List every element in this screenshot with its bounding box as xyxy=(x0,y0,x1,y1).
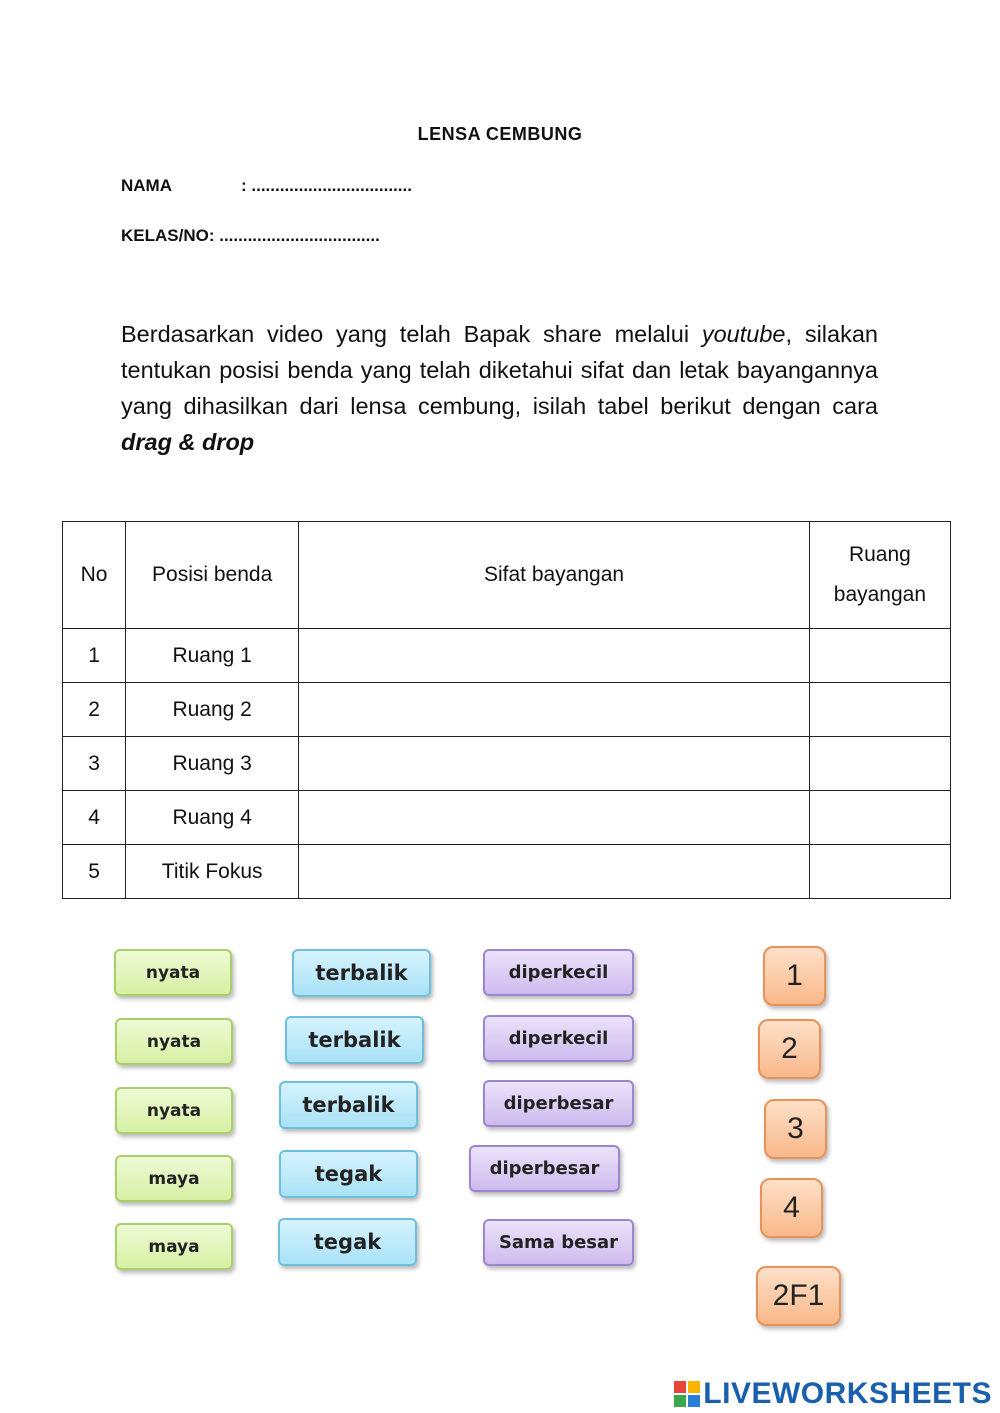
header-no: No xyxy=(63,522,126,629)
drop-zone-ruang[interactable] xyxy=(809,683,950,737)
logo-square-e xyxy=(688,1395,700,1407)
chip-terbalik[interactable]: terbalik xyxy=(279,1081,418,1129)
chip-diperkecil[interactable]: diperkecil xyxy=(483,1015,634,1062)
drop-zone-ruang[interactable] xyxy=(809,629,950,683)
chip-2f1[interactable]: 2F1 xyxy=(756,1266,841,1326)
row-posisi: Ruang 4 xyxy=(126,791,299,845)
drop-zone-sifat[interactable] xyxy=(299,845,810,899)
chip-nyata[interactable]: nyata xyxy=(115,1087,233,1134)
worksheet-title: LENSA CEMBUNG xyxy=(417,124,583,144)
chip-tegak[interactable]: tegak xyxy=(278,1218,417,1266)
row-no: 3 xyxy=(63,737,126,791)
answer-table xyxy=(62,521,951,899)
table-row xyxy=(63,845,951,899)
name-blank: : .................................. xyxy=(241,176,412,195)
chip-ruang-1[interactable]: 1 xyxy=(763,946,826,1006)
drop-zone-sifat[interactable] xyxy=(299,683,810,737)
name-field xyxy=(121,176,412,196)
chip-nyata[interactable]: nyata xyxy=(115,1018,233,1065)
drop-zone-ruang[interactable] xyxy=(809,845,950,899)
header-sifat: Sifat bayangan xyxy=(299,522,810,629)
logo-square-v xyxy=(674,1395,686,1407)
liveworksheets-logo xyxy=(674,1377,992,1411)
table-row xyxy=(63,683,951,737)
chip-diperbesar[interactable]: diperbesar xyxy=(483,1080,634,1127)
chip-maya[interactable]: maya xyxy=(115,1155,233,1202)
header-ruang-line2: bayangan xyxy=(833,583,927,606)
table-header-row xyxy=(63,522,951,629)
drop-zone-sifat[interactable] xyxy=(299,791,810,845)
instructions-paragraph xyxy=(121,316,878,460)
header-ruang xyxy=(809,522,950,629)
logo-square-l xyxy=(674,1381,686,1393)
instructions-text-1: Berdasarkan video yang telah Bapak share melalui xyxy=(121,321,702,347)
drop-zone-sifat[interactable] xyxy=(299,737,810,791)
row-no: 5 xyxy=(63,845,126,899)
drop-zone-sifat[interactable] xyxy=(299,629,810,683)
row-posisi: Ruang 1 xyxy=(126,629,299,683)
row-no: 4 xyxy=(63,791,126,845)
row-posisi: Ruang 3 xyxy=(126,737,299,791)
header-posisi: Posisi benda xyxy=(126,522,299,629)
drop-zone-ruang[interactable] xyxy=(809,791,950,845)
row-no: 1 xyxy=(63,629,126,683)
instructions-drag-drop: drag & drop xyxy=(121,429,255,455)
chip-nyata[interactable]: nyata xyxy=(114,949,232,996)
chip-ruang-3[interactable]: 3 xyxy=(764,1099,827,1159)
table-row xyxy=(63,791,951,845)
liveworksheets-logo-text: LIVEWORKSHEETS xyxy=(703,1377,992,1410)
chip-diperkecil[interactable]: diperkecil xyxy=(483,949,634,996)
row-posisi: Ruang 2 xyxy=(126,683,299,737)
name-label: NAMA xyxy=(121,176,172,195)
chip-ruang-4[interactable]: 4 xyxy=(760,1178,823,1238)
logo-square-i xyxy=(688,1381,700,1393)
chip-maya[interactable]: maya xyxy=(115,1223,233,1270)
row-no: 2 xyxy=(63,683,126,737)
instructions-text-2: , silakan tentukan posisi benda yang telah diketahui sifat dan letak bayangannya yang dihasilkan dari lensa cembung, isilah tabel berikut dengan cara xyxy=(121,321,878,419)
drop-zone-ruang[interactable] xyxy=(809,737,950,791)
class-label: KELAS/NO xyxy=(121,226,209,245)
chip-ruang-2[interactable]: 2 xyxy=(758,1019,821,1079)
table-row xyxy=(63,629,951,683)
class-field xyxy=(121,226,380,246)
chip-terbalik[interactable]: terbalik xyxy=(285,1016,424,1064)
liveworksheets-logo-icon xyxy=(674,1381,700,1407)
header-ruang-line1: Ruang xyxy=(848,543,911,566)
chip-tegak[interactable]: tegak xyxy=(279,1150,418,1198)
instructions-youtube: youtube xyxy=(701,321,786,347)
chip-sama-besar[interactable]: Sama besar xyxy=(483,1219,634,1266)
chip-diperbesar[interactable]: diperbesar xyxy=(469,1145,620,1192)
row-posisi: Titik Fokus xyxy=(126,845,299,899)
chip-terbalik[interactable]: terbalik xyxy=(292,949,431,997)
table-row xyxy=(63,737,951,791)
class-blank: : .................................. xyxy=(208,226,380,245)
